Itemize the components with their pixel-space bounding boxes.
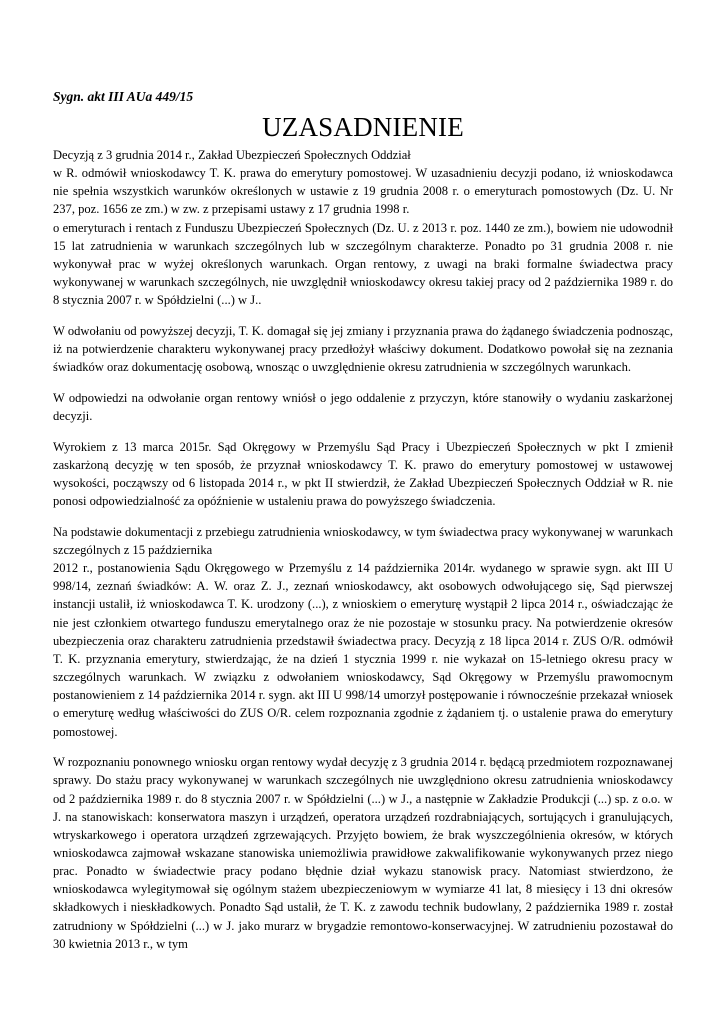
case-reference: Sygn. akt III AUa 449/15: [53, 89, 194, 104]
paragraph-response: [53, 389, 673, 425]
paragraph-decision: [53, 146, 673, 309]
paragraph-reconsideration: [53, 753, 673, 953]
document-title: UZASADNIENIE: [262, 112, 464, 142]
paragraph-appeal: [53, 322, 673, 376]
paragraph-line: W rozpoznaniu ponownego wniosku organ rentowy wydał decyzję z 3 grudnia 2014 r. będącą przedmiotem rozpoznawanej sprawy. Do stażu pracy wykonywanej w warunkach szczególnych nie uwzględniono okresu zatrudnienia wnioskodawcy od 2 października 1989 r. do 8 stycznia 2007 r. w Spółdzielni (...) w J., a następnie w Zakładzie Produkcji (...) sp. z o.o. w J. na stanowiskach: konserwatora maszyn i urządzeń, operatora urządzeń rozdrabniających, sortujących i granulujących, wtryskarkowego i operatora urządzeń zgrzewających. Przyjęto bowiem, że brak wyszczególnienia okresów, w których wnioskodawca zajmował wskazane stanowiska uniemożliwia prawidłowe zakwalifikowanie wykonywanych przez niego prac. Ponadto w świadectwie pracy podano błędnie dział wykazu stanowisk pracy. Natomiast stwierdzono, że wnioskodawca wylegitymował się ogólnym stażem ubezpieczeniowym w wymiarze 41 lat, 8 miesięcy i 13 dni okresów składkowych i nieskładkowych. Ponadto Sąd ustalił, że T. K. z zawodu technik budowlany, 2 października 1989 r. został zatrudniony w Spółdzielni (...) w J. jako murarz w brygadzie remontowo-konserwacyjnej. W zatrudnieniu pozostawał do 30 kwietnia 2013 r., w tym: [53, 755, 673, 951]
paragraph-judgment: [53, 438, 673, 511]
paragraph-findings: [53, 523, 673, 741]
paragraph-line: o emeryturach i rentach z Funduszu Ubezpieczeń Społecznych (Dz. U. z 2013 r. poz. 1440 ze zm.), bowiem nie udowodnił 15 lat zatrudnienia w warunkach szczególnych lub w szczególnym charakterze. Ponadto po 31 grudnia 2008 r. nie wykonywał prac w wyżej określonych warunkach. Organ rentowy, z uwagi na braki formalne świadectwa pracy wykonywanej w warunkach szczególnych, nie uwzględnił wnioskodawcy okresu takiej pracy od 2 października 1989 r. do 8 stycznia 2007 r. w Spółdzielni (...) w J..: [53, 220, 673, 308]
paragraph-line: Na podstawie dokumentacji z przebiegu zatrudnienia wnioskodawcy, w tym świadectwa pracy wykonywanej w warunkach szczególnych z 15 października: [53, 524, 673, 557]
paragraph-line: Decyzją z 3 grudnia 2014 r., Zakład Ubezpieczeń Społecznych Oddział: [53, 148, 411, 162]
paragraph-line: W odwołaniu od powyższej decyzji, T. K. domagał się jej zmiany i przyznania prawa do żądanego świadczenia podnosząc, iż na potwierdzenie charakteru wykonywanej pracy przedłożył właściwy dokument. Dodatkowo powołał się na zeznania świadków oraz dokumentację osobową, wnosząc o uwzględnienie okresu zatrudnienia w szczególnych warunkach.: [53, 323, 673, 375]
paragraph-line: Wyrokiem z 13 marca 2015r. Sąd Okręgowy w Przemyślu Sąd Pracy i Ubezpieczeń Społecznych w pkt I zmienił zaskarżoną decyzję w ten sposób, że przyznał wnioskodawcy T. K. prawo do emerytury pomostowej w ustawowej wysokości, począwszy od 6 listopada 2014 r., w pkt II stwierdził, że Zakład Ubezpieczeń Społecznych Oddział w R. nie ponosi odpowiedzialność za opóźnienie w ustaleniu prawa do powyższego świadczenia.: [53, 439, 673, 509]
document-page: [53, 88, 673, 965]
paragraph-line: W odpowiedzi na odwołanie organ rentowy wniósł o jego oddalenie z przyczyn, które stanowiły o wydaniu zaskarżonej decyzji.: [53, 390, 673, 424]
paragraph-line: w R. odmówił wnioskodawcy T. K. prawa do emerytury pomostowej. W uzasadnieniu decyzji podano, iż wnioskodawca nie spełnia wszystkich warunków określonych w ustawie z 19 grudnia 2008 r. o emeryturach pomostowych (Dz. U. Nr 237, poz. 1656 ze zm.) w zw. z przepisami ustawy z 17 grudnia 1998 r.: [53, 166, 673, 217]
paragraph-line: 2012 r., postanowienia Sądu Okręgowego w Przemyślu z 14 października 2014r. wydanego w sprawie sygn. akt III U 998/14, zeznań świadków: A. W. oraz Z. J., zeznań wnioskodawcy, akt osobowych odwołującego się, Sąd pierwszej instancji ustalił, iż wnioskodawca T. K. urodzony (...), z wnioskiem o emeryturę wystąpił 2 lipca 2014 r., oświadczając że nie jest członkiem otwartego funduszu emerytalnego oraz że nie pozostaje w stosunku pracy. Na potwierdzenie okresów ubezpieczenia oraz charakteru zatrudnienia przedstawił świadectwa pracy. Decyzją z 18 lipca 2014 r. ZUS O/R. odmówił T. K. przyznania emerytury, stwierdzając, że na dzień 1 stycznia 1999 r. nie wykazał on 15-letniego okresu pracy w szczególnych warunkach. W związku z odwołaniem wnioskodawcy, Sąd Okręgowy w Przemyślu prawomocnym postanowieniem z 14 października 2014 r. sygn. akt III U 998/14 umorzył postępowanie i równocześnie przekazał wniosek o emeryturę według właściwości do ZUS O/R. celem rozpoznania zgodnie z żądaniem tj. o ustalenie prawa do emerytury pomostowej.: [53, 561, 673, 739]
